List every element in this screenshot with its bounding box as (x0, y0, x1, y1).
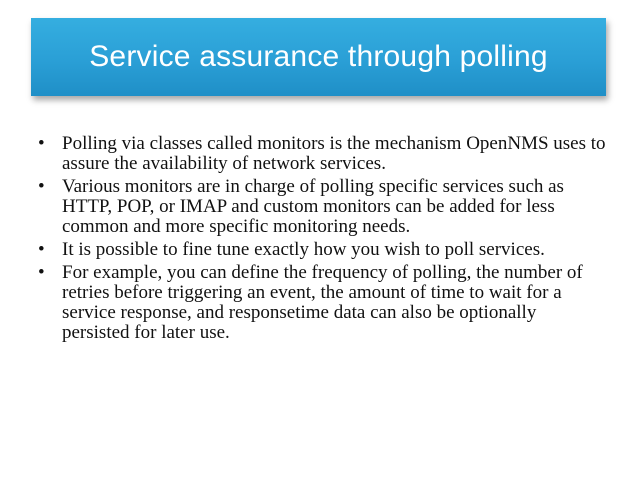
slide-title: Service assurance through polling (89, 40, 548, 73)
bullet-item (36, 263, 608, 343)
bullet-text: It is possible to fine tune exactly how you wish to poll services. (62, 239, 545, 260)
bullet-icon: • (38, 176, 45, 197)
bullet-list (36, 134, 608, 346)
bullet-item (36, 134, 608, 174)
bullet-item (36, 240, 608, 260)
bullet-icon: • (38, 262, 45, 283)
bullet-text: For example, you can define the frequency of polling, the number of retries before triggering an event, the amount of time to wait for a service response, and responsetime data can also be optionally persisted for later use. (62, 262, 583, 343)
bullet-icon: • (38, 239, 45, 260)
bullet-icon: • (38, 133, 45, 154)
bullet-item (36, 177, 608, 237)
bullet-text: Various monitors are in charge of polling specific services such as HTTP, POP, or IMAP and custom monitors can be added for less common and more specific monitoring needs. (62, 176, 564, 237)
bullet-text: Polling via classes called monitors is the mechanism OpenNMS uses to assure the availability of network services. (62, 133, 606, 174)
title-bar (31, 18, 606, 96)
